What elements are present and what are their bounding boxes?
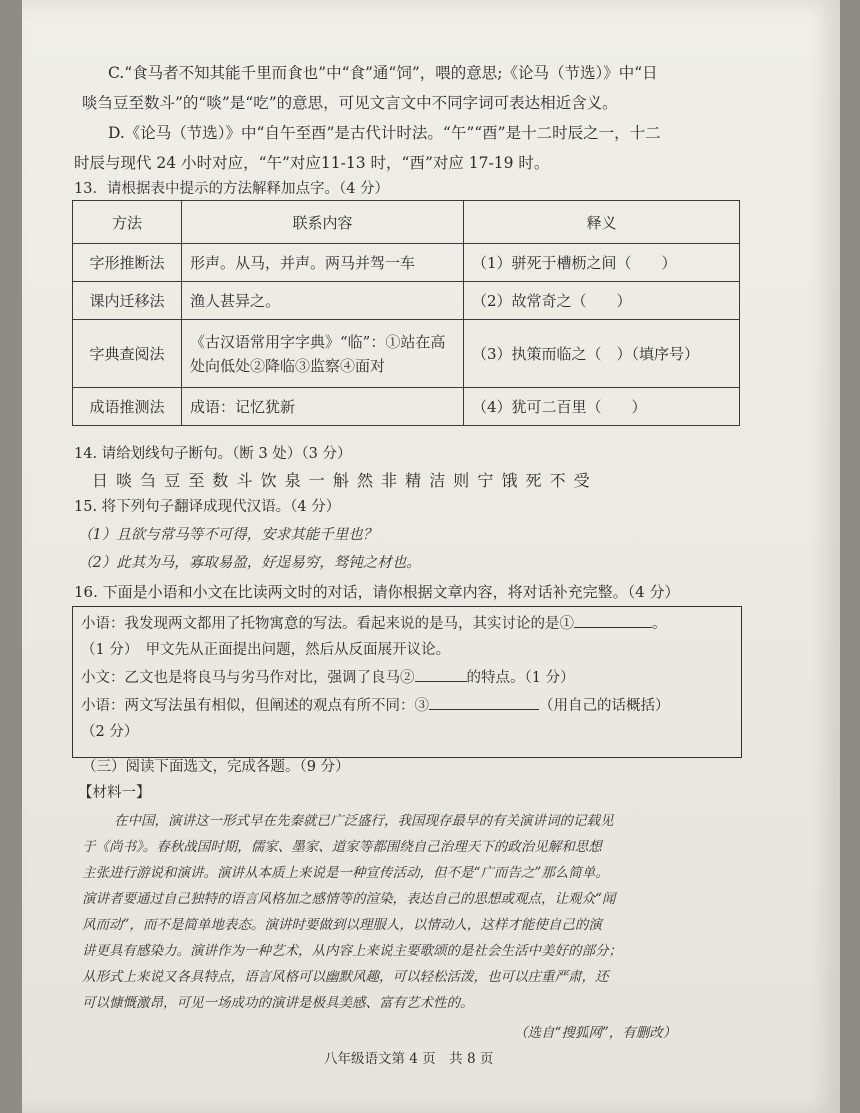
exam-page <box>22 0 840 1113</box>
q12-option-c-line1: C.“食马者不知其能千里而食也”中“食”通“饲”，喂的意思;《论马（节选）》中“日 <box>108 64 658 82</box>
table-cell-content: 成语：记忆犹新 <box>182 388 464 426</box>
blank-1[interactable] <box>574 627 652 628</box>
q12-option-d-line2: 时辰与现代 24 小时对应，“午”对应11-13 时，“酉”对应 17-19 时。 <box>74 154 550 172</box>
passage-line: 主张进行游说和演讲。演讲从本质上来说是一种宣传活动，但不是“广而告之”那么简单。 <box>82 865 609 881</box>
passage-source: （选自“搜狐网”，有删改） <box>514 1025 677 1041</box>
q13-title: 13．请根据表中提示的方法解释加点字。（4 分） <box>74 181 390 197</box>
dialogue-line-4: 小语：两文写法虽有相似，但阐述的观点有所不同：③ （用自己的话概括） <box>81 698 670 714</box>
table-row <box>73 282 740 320</box>
table-cell-method: 成语推测法 <box>73 388 182 426</box>
passage-line: 从形式上来说又各具特点，语言风格可以幽默风趣，可以轻松活泼，也可以庄重严肃，还 <box>82 969 609 985</box>
page-footer: 八年级语文第 4 页 共 8 页 <box>324 1051 494 1067</box>
passage-line: 在中国，演讲这一形式早在先秦就已广泛盛行，我国现存最早的有关演讲词的记载见 <box>114 813 614 829</box>
table-header-meaning: 释义 <box>464 201 740 244</box>
passage-line: 讲更具有感染力。演讲作为一种艺术，从内容上来说主要歌颂的是社会生活中美好的部分； <box>82 943 622 959</box>
q16-dialogue-box <box>72 606 742 758</box>
blank-3[interactable] <box>429 709 539 710</box>
table-cell-method: 字形推断法 <box>73 244 182 282</box>
table-cell-content: 渔人甚异之。 <box>182 282 464 320</box>
table-row <box>73 388 740 426</box>
passage-line: 演讲者要通过自己独特的语言风格加之感情等的渲染，表达自己的思想或观点，让观众“闻 <box>82 891 616 907</box>
q12-option-c-line2: 啖刍豆至数斗”的“啖”是“吃”的意思，可见文言文中不同字词可表达相近含义。 <box>82 94 618 112</box>
table-header-content: 联系内容 <box>182 201 464 244</box>
table-cell-content: 《古汉语常用字字典》“临”：①站在高处向低处②降临③监察④面对 <box>182 320 464 388</box>
dialogue-line-3: 小文：乙文也是将良马与劣马作对比，强调了良马② 的特点。（1 分） <box>81 670 575 686</box>
passage-line: 风而动”，而不是简单地表态。演讲时要做到以理服人，以情动人，这样才能使自己的演 <box>82 917 602 933</box>
passage-line: 于《尚书》。春秋战国时期，儒家、墨家、道家等都围绕自己治理天下的政治见解和思想 <box>82 839 602 855</box>
q15-sentence-2: （2）此其为马，寡取易盈，好逞易穷，驽钝之材也。 <box>78 555 421 571</box>
table-row <box>73 320 740 388</box>
dialogue-line-1: 小语：我发现两文都用了托物寓意的写法。看起来说的是马，其实讨论的是① 。 <box>81 616 667 632</box>
section3-title: （三）阅读下面选文，完成各题。（9 分） <box>82 759 350 775</box>
table-cell-item: （1）骈死于槽枥之间（ ） <box>464 244 740 282</box>
blank-2[interactable] <box>415 681 467 682</box>
dialogue-line-5: （2 分） <box>81 724 139 740</box>
table-cell-item: （3）执策而临之（ ）（填序号） <box>464 320 740 388</box>
q15-title: 15. 将下列句子翻译成现代汉语。（4 分） <box>74 499 341 515</box>
q14-sentence: 日 啖 刍 豆 至 数 斗 饮 泉 一 斛 然 非 精 洁 则 宁 饿 死 不 受 <box>92 471 592 490</box>
table-row <box>73 244 740 282</box>
table-header-row <box>73 201 740 244</box>
q13-method-table <box>72 200 740 426</box>
q12-option-d-line1: D.《论马（节选）》中“自午至酉”是古代计时法。“午”“酉”是十二时辰之一，十二 <box>108 124 661 142</box>
table-cell-item: （2）故常奇之（ ） <box>464 282 740 320</box>
dialogue-line-2: （1 分） 甲文先从正面提出问题，然后从反面展开议论。 <box>81 642 451 658</box>
passage-line: 可以慷慨激昂，可见一场成功的演讲是极具美感、富有艺术性的。 <box>82 995 474 1011</box>
table-cell-method: 课内迁移法 <box>73 282 182 320</box>
table-cell-method: 字典查阅法 <box>73 320 182 388</box>
q16-title: 16. 下面是小语和小文在比读两文时的对话，请你根据文章内容，将对话补充完整。（4 分） <box>74 583 680 601</box>
q15-sentence-1: （1）且欲与常马等不可得，安求其能千里也？ <box>78 527 378 543</box>
table-cell-content: 形声。从马，并声。两马并驾一车 <box>182 244 464 282</box>
table-header-method: 方法 <box>73 201 182 244</box>
material-one-label: 【材料一】 <box>78 785 151 801</box>
table-cell-item: （4）犹可二百里（ ） <box>464 388 740 426</box>
q14-title: 14. 请给划线句子断句。（断 3 处）（3 分） <box>74 446 352 462</box>
